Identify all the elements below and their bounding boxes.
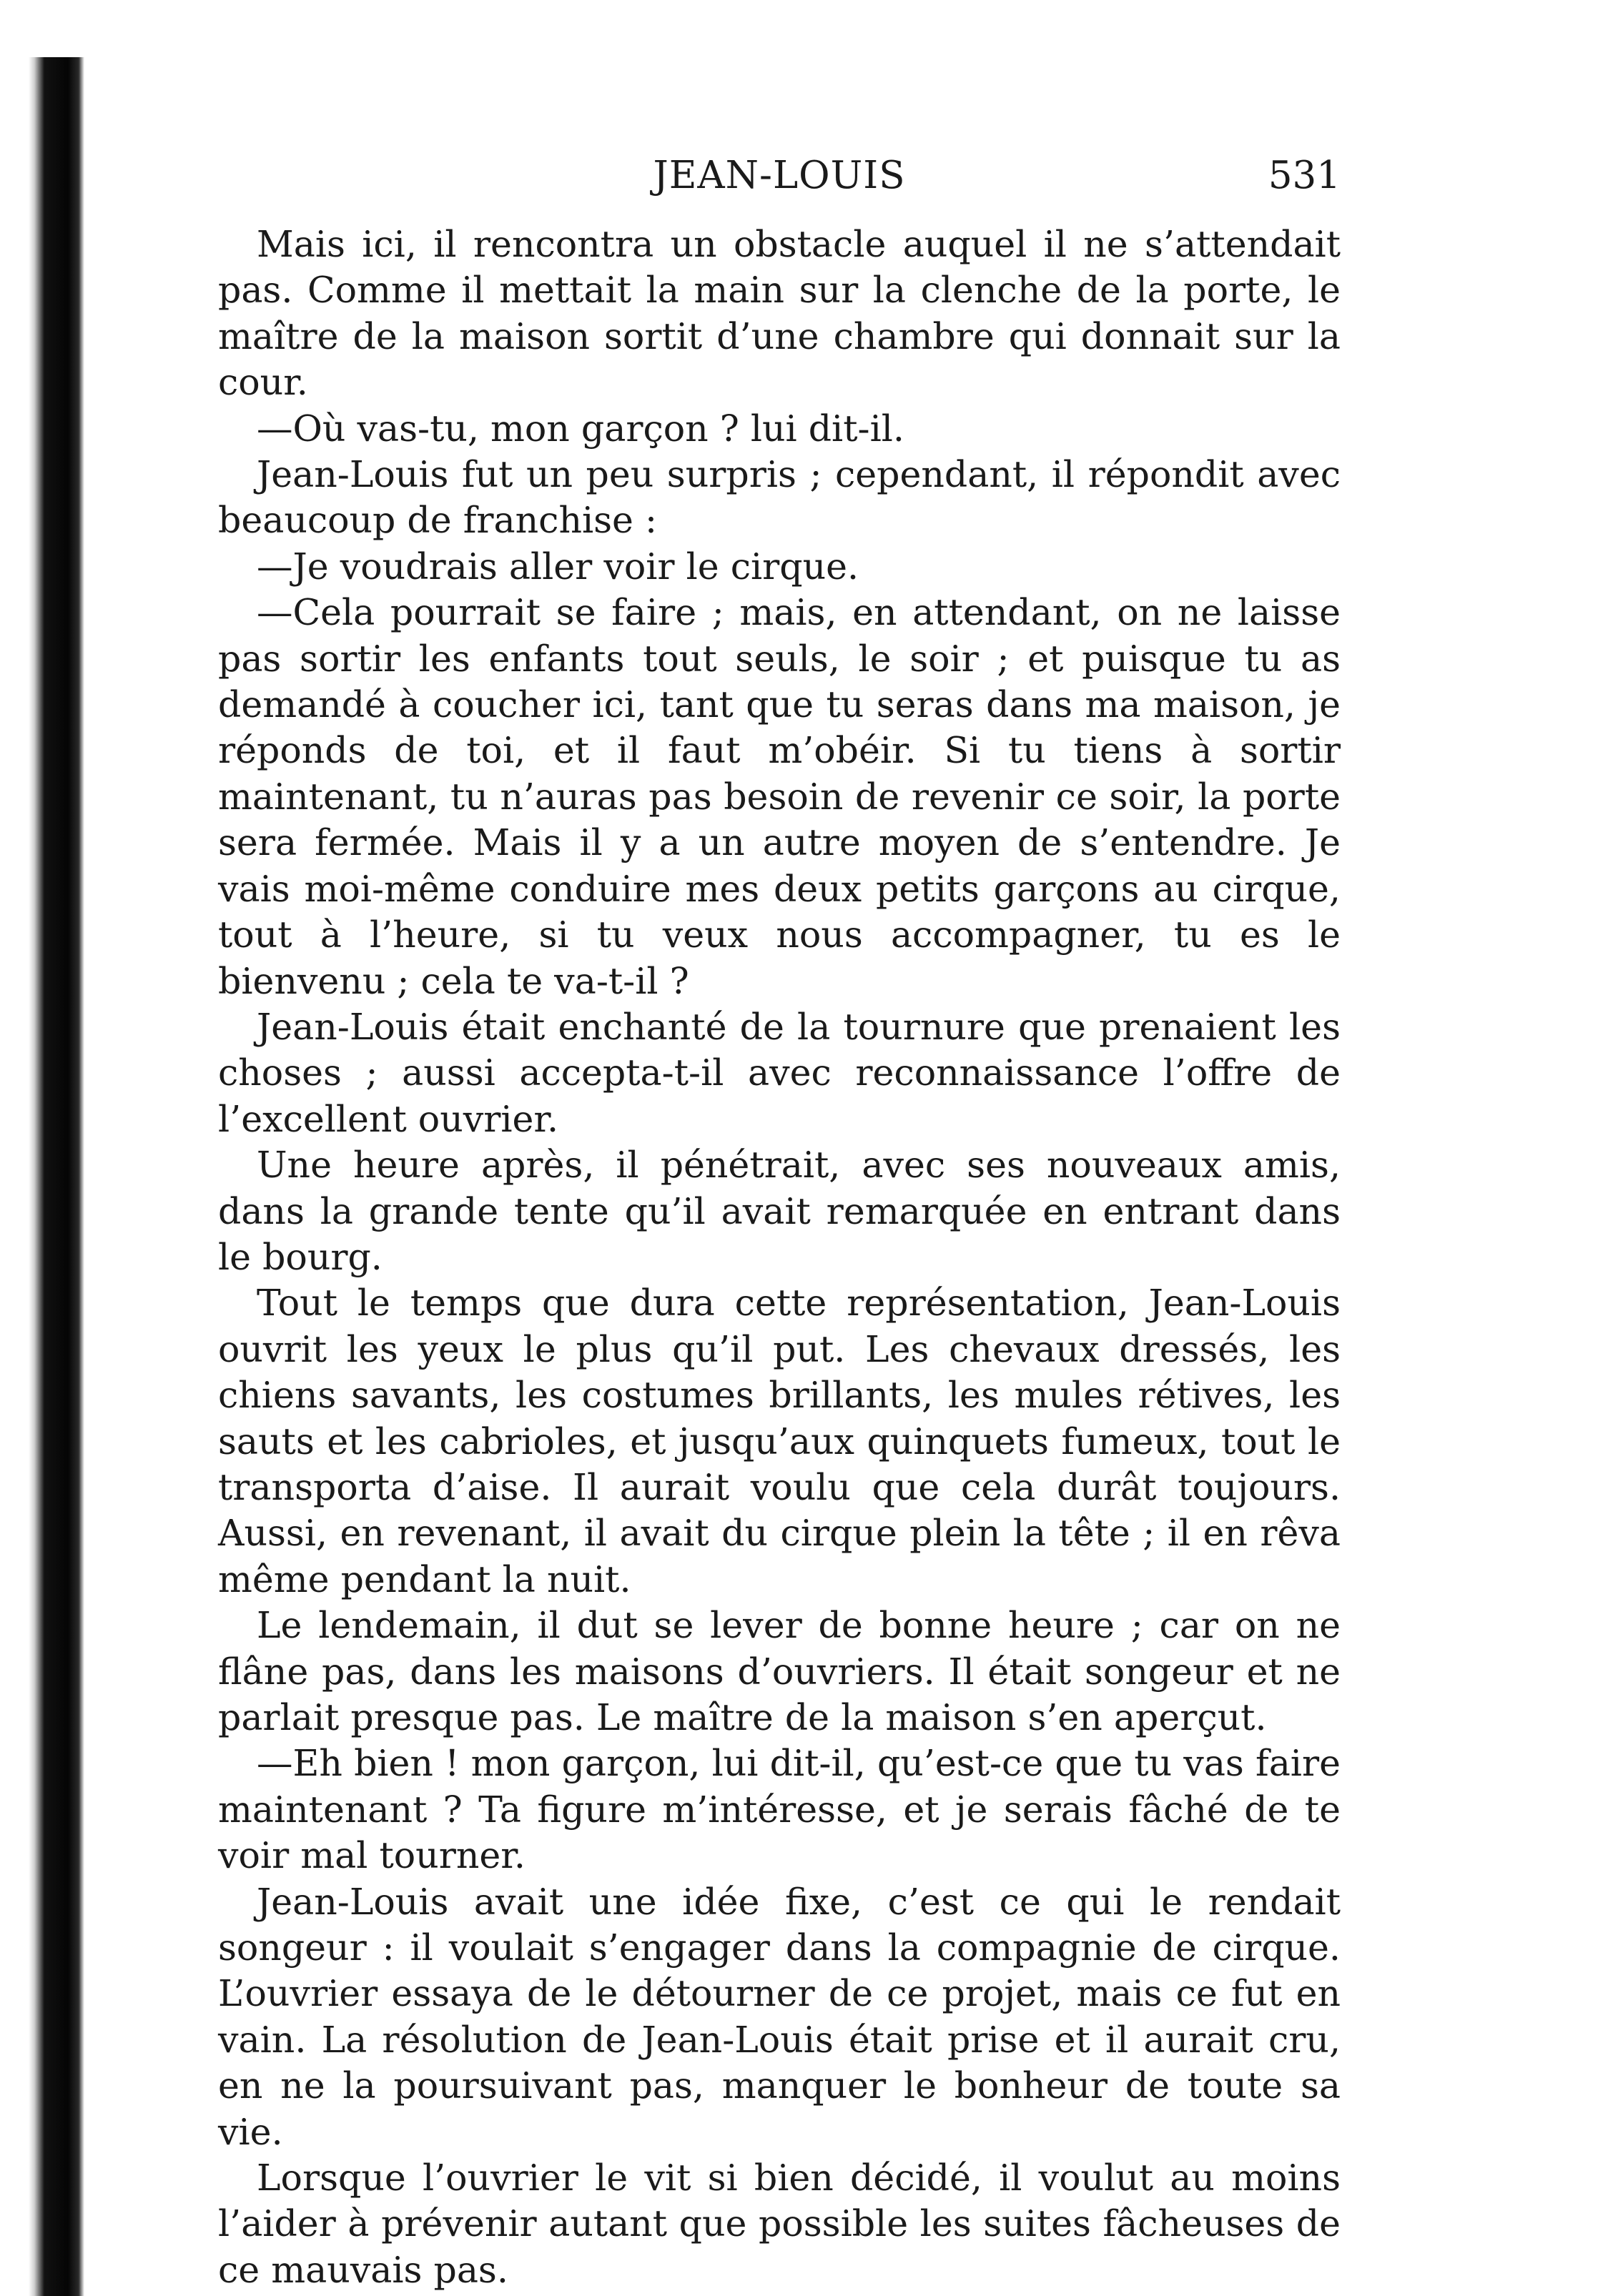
paragraph: Mais ici, il rencontra un obstacle auquel il ne s’attendait pas. Comme il mettait la main sur la clenche de la porte, le maître de la maison sortit d’une chambre qui donnait sur la cour. [218,223,1341,404]
paragraph: Tout le temps que dura cette représentation, Jean-Louis ouvrit les yeux le plus qu’il put. Les chevaux dressés, les chiens savants, les costumes brillants, les mules rétives, les sauts et les cabrioles, et jusqu’aux quinquets fumeux, tout le transporta d’aise. Il aurait voulu que cela durât toujours. Aussi, en revenant, il avait du cirque plein la tête ; il en rêva même pendant la nuit. [218,1282,1341,1600]
dialogue-line: —Eh bien ! mon garçon, lui dit-il, qu’est-ce que tu vas faire maintenant ? Ta figure m’intéresse, et je serais fâché de te voir mal tourner. [218,1742,1341,1877]
paragraph: Jean-Louis fut un peu surpris ; cependant, il répondit avec beaucoup de franchise : [218,453,1341,542]
page-number: 531 [1268,154,1341,197]
page-header [218,147,1341,204]
dialogue-line: —Cela pourrait se faire ; mais, en attendant, on ne laisse pas sortir les enfants tout seuls, le soir ; et puisque tu as demandé à coucher ici, tant que tu seras dans ma maison, je réponds de toi, et il faut m’obéir. Si tu tiens à sortir maintenant, tu n’auras pas besoin de revenir ce soir, la porte sera fermée. Mais il y a un autre moyen de s’entendre. Je vais moi-même conduire mes deux petits garçons au cirque, tout à l’heure, si tu veux nous accompagner, tu es le bienvenu ; cela te va-t-il ? [218,591,1341,1002]
running-head: JEAN-LOUIS [653,154,906,197]
body-text [218,222,1341,2293]
binding-edge [29,57,84,2296]
dialogue-line: —Où vas-tu, mon garçon ? lui dit-il. [257,407,904,450]
paragraph: Jean-Louis avait une idée fixe, c’est ce qui le rendait songeur : il voulait s’engager dans la compagnie de cirque. L’ouvrier essaya de le détourner de ce projet, mais ce fut en vain. La résolution de Jean-Louis était prise et il aurait cru, en ne la poursuivant pas, manquer le bonheur de toute sa vie. [218,1880,1341,2153]
paragraph: Une heure après, il pénétrait, avec ses nouveaux amis, dans la grande tente qu’il avait remarquée en entrant dans le bourg. [218,1144,1341,1278]
paragraph: Le lendemain, il dut se lever de bonne heure ; car on ne flâne pas, dans les maisons d’ouvriers. Il était songeur et ne parlait presque pas. Le maître de la maison s’en aperçut. [218,1604,1341,1738]
dialogue-line: —Je voudrais aller voir le cirque. [257,545,859,588]
paragraph: Jean-Louis était enchanté de la tournure que prenaient les choses ; aussi accepta-t-il avec reconnaissance l’offre de l’excellent ouvrier. [218,1005,1341,1140]
paragraph: Lorsque l’ouvrier le vit si bien décidé, il voulut au moins l’aider à prévenir autant que possible les suites fâcheuses de ce mauvais pas. [218,2157,1341,2291]
